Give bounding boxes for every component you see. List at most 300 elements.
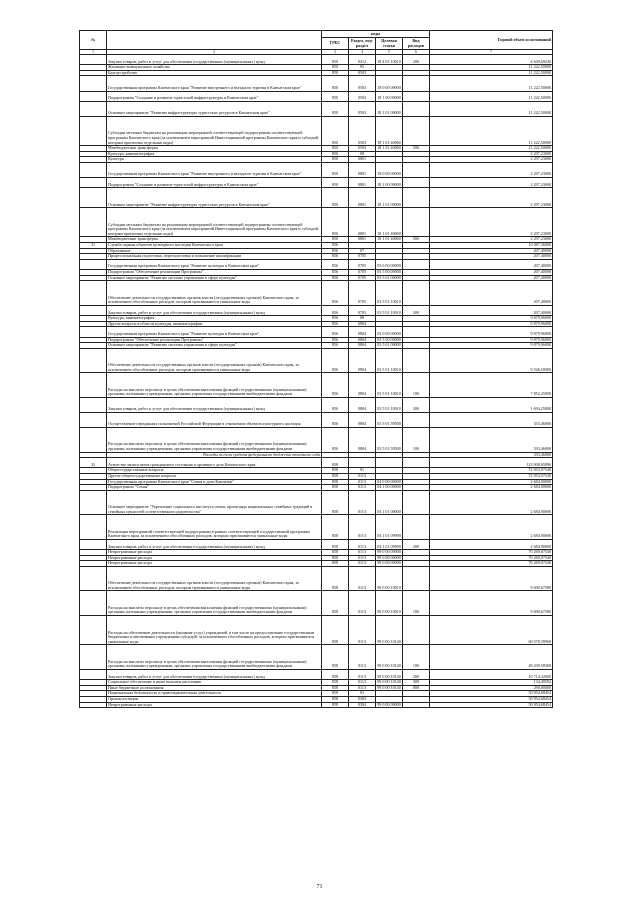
row-cs: 99 0 00 00000 — [377, 549, 401, 555]
table-row — [80, 490, 553, 515]
row-vr: 500 — [403, 237, 430, 243]
row-cs: 18 1 01 40060 — [376, 208, 403, 237]
row-sum: 333,46000 — [430, 452, 553, 458]
table-row — [80, 373, 553, 398]
row-cs: 99 0 00 10140 — [376, 645, 403, 670]
header-vr: Вид расходов — [403, 38, 430, 50]
row-sum: 10 714,32000 — [430, 669, 553, 679]
row-number — [80, 616, 107, 645]
row-razdel: 0804 — [349, 348, 376, 373]
row-vr — [403, 281, 430, 306]
row-sum: 2 297,23000 — [430, 188, 553, 208]
row-cs: 04 1 00 00000 — [377, 484, 401, 490]
row-grbs: 856 — [322, 242, 349, 248]
row-sum: 9 879,96000 — [430, 337, 553, 343]
row-cs: 18 1 00 00000 — [376, 91, 403, 101]
row-razdel: 0113 — [349, 561, 376, 567]
row-razdel: 0801 — [349, 162, 376, 177]
row-vr — [403, 188, 430, 208]
row-number — [80, 373, 107, 398]
row-sum: 70 269,07540 — [430, 561, 553, 567]
row-razdel: 0113 — [349, 473, 376, 479]
row-name: Государственная программа Камчатского края "Семья и дети Камчатки" — [107, 479, 322, 485]
row-sum: 1 694,25000 — [430, 397, 553, 412]
row-razdel: 0705 — [349, 305, 376, 315]
table-row — [80, 162, 553, 177]
row-sum: 9 546,50000 — [430, 348, 553, 373]
row-vr — [403, 178, 430, 188]
budget-table — [79, 30, 553, 708]
row-name: Общегосударственные вопросы — [107, 468, 322, 474]
row-vr — [403, 458, 430, 468]
row-sum: 11 222,50000 — [430, 146, 553, 152]
row-cs: 04 1 01 09990 — [376, 515, 403, 540]
row-sum: 2 684,90000 — [430, 479, 553, 485]
row-cs: 04 1 01 00000 — [376, 490, 403, 515]
row-razdel: 08 — [349, 316, 376, 322]
row-name: Государственная программа Камчатского края "Развитие культуры в Камчатском крае" — [107, 259, 322, 269]
row-grbs: 858 — [322, 458, 349, 468]
row-sum: 134,49592 — [430, 680, 553, 686]
row-grbs: 850 — [322, 55, 349, 65]
row-sum: 50 954,68454 — [430, 702, 553, 708]
row-cs: 18 1 01 00000 — [376, 188, 403, 208]
row-name: Основное мероприятие "Развитие инфраструктуры туристских ресурсов в Камчатском крае" — [107, 101, 322, 116]
row-grbs: 858 — [322, 691, 349, 697]
table-row — [80, 702, 553, 708]
row-sum: 11 222,50000 — [430, 76, 553, 91]
row-grbs: 858 — [322, 561, 349, 567]
row-razdel: 0503 — [349, 101, 376, 116]
row-razdel: 0801 — [349, 157, 376, 163]
row-grbs: 850 — [322, 65, 349, 71]
row-cs: 03 0 00 00000 — [376, 327, 403, 337]
row-name: Государственная программа Камчатского края "Развитие внутреннего и въездного туризма в Камчатском крае" — [107, 162, 322, 177]
row-sum: 333,46000 — [430, 412, 553, 427]
row-cs: 18 0 00 00000 — [376, 162, 403, 177]
row-sum: 50 954,68454 — [430, 696, 553, 702]
row-grbs: 858 — [322, 555, 349, 561]
index-cell: 4 — [349, 50, 376, 55]
row-grbs: 856 — [322, 327, 349, 337]
row-grbs: 856 — [322, 427, 349, 452]
row-sum: 2 297,23000 — [430, 151, 553, 157]
row-name: Непрограммные расходы — [107, 550, 322, 556]
row-number — [80, 116, 107, 145]
page-number: 71 — [316, 884, 323, 890]
row-razdel: 05 — [349, 65, 376, 71]
row-name: Подпрограмма "Обеспечение реализации Программы" — [107, 270, 322, 276]
row-name: Закупка товаров, работ и услуг для обеспечения государственных (муниципальных) нужд — [107, 669, 322, 679]
row-grbs: 850 — [322, 157, 349, 163]
row-razdel: 0113 — [349, 566, 376, 591]
table-row — [80, 259, 553, 269]
row-number — [80, 515, 107, 540]
row-sum: 2 297,23000 — [430, 157, 553, 163]
row-vr — [403, 702, 430, 708]
row-cs: 04 1 01 09990 — [376, 539, 403, 549]
row-grbs: 858 — [322, 566, 349, 591]
table-row — [80, 458, 553, 468]
table-row — [80, 616, 553, 645]
index-cell: 1 — [80, 50, 107, 55]
table-row — [80, 281, 553, 306]
row-razdel: 0804 — [349, 412, 376, 427]
row-number — [80, 55, 107, 65]
table-row — [80, 645, 553, 670]
row-sum: 9 879,96000 — [430, 327, 553, 337]
header-name — [107, 31, 322, 50]
row-name: Закупка товаров, работ и услуг для обеспечения государственных (муниципальных) нужд — [107, 397, 322, 412]
row-cs: 03 5 01 00000 — [377, 342, 401, 348]
row-name: Образование — [107, 248, 322, 254]
row-name: Государственная программа Камчатского края "Развитие культуры в Камчатском крае" — [107, 327, 322, 337]
row-grbs: 850 — [322, 208, 349, 237]
row-grbs: 858 — [322, 473, 349, 479]
row-razdel: 0304 — [349, 702, 376, 708]
row-number — [80, 101, 107, 116]
row-number — [80, 490, 107, 515]
table-body — [80, 55, 553, 708]
row-sum: 333,46000 — [430, 427, 553, 452]
row-sum: 10 087,36000 — [430, 242, 553, 248]
row-grbs: 850 — [322, 146, 349, 152]
row-name: Непрограммные расходы — [107, 561, 322, 567]
row-razdel: 0503 — [349, 70, 376, 76]
row-grbs: 858 — [322, 616, 349, 645]
row-sum: 2 297,23000 — [430, 178, 553, 188]
row-cs: 03 5 01 00000 — [377, 275, 401, 280]
table-row — [80, 427, 553, 452]
index-cell: 5 — [376, 50, 403, 55]
table-row — [80, 327, 553, 337]
row-name: Агентство записи актов гражданского состояния и архивного дела Камчатского края — [107, 458, 322, 468]
row-name: Профессиональная подготовка, переподготовка и повышение квалификации — [107, 254, 322, 260]
row-name: Субсидии местным бюджетам на реализацию мероприятий соответствующей подпрограммы соответствующей программы Камчатского края (за исключением мероприятий Инвестиционной программы Камчатского края и субсидий, которым присвоены отдельные коды) — [107, 116, 322, 145]
row-cs: 03 5 01 10010 — [376, 281, 403, 306]
row-number — [80, 566, 107, 591]
row-razdel: 0113 — [349, 591, 376, 616]
row-sum: 50 954,68454 — [430, 691, 553, 697]
row-name: Межбюджетные трансферты — [107, 237, 322, 243]
index-cell: 2 — [107, 50, 322, 55]
row-sum: 290,00000 — [430, 685, 553, 691]
row-grbs: 858 — [322, 468, 349, 474]
row-sum: 70 269,07540 — [430, 555, 553, 561]
row-name: Культура — [107, 157, 322, 163]
table-row — [80, 669, 553, 679]
row-name: Другие общегосударственные вопросы — [107, 473, 322, 479]
row-cs: 03 5 00 00000 — [377, 337, 401, 342]
row-name: Реализация мероприятий соответствующей подпрограммы в рамках соответствующей государственной программы Камчатского края, за исключением обособленных расходов, которым присваиваются уникальные коды — [107, 515, 322, 540]
row-sum: 207,40000 — [430, 259, 553, 269]
row-number — [80, 591, 107, 616]
row-sum: 9 879,96000 — [430, 321, 553, 327]
row-vr — [403, 490, 430, 515]
row-sum: 7 852,25000 — [430, 373, 553, 398]
table-row — [80, 178, 553, 188]
row-razdel: 0705 — [349, 281, 376, 306]
row-name: Другие вопросы в области культуры, кинематографии — [107, 321, 322, 327]
row-vr — [403, 515, 430, 540]
index-cell: 3 — [322, 50, 349, 55]
row-name: Осуществление переданных полномочий Российской Федерации в отношении объектов культурного наследия — [107, 412, 322, 427]
row-razdel: 0113 — [349, 479, 376, 485]
row-grbs: 858 — [322, 680, 349, 686]
row-grbs: 858 — [322, 591, 349, 616]
row-razdel: 0503 — [349, 91, 376, 101]
row-cs: 03 5 01 10010 — [376, 397, 403, 412]
row-sum: 207,40000 — [430, 270, 553, 276]
row-name: Обеспечение деятельности государственных органов власти (государственных органов) Камчатского края, за исключением обособленных расходов, которым присваиваются уникальные коды — [107, 348, 322, 373]
row-name: Субсидии местным бюджетам на реализацию мероприятий соответствующей подпрограммы соответствующей программы Камчатского края (за исключением мероприятий Инвестиционной программы Камчатского края и субсидий, которым присвоены отдельные коды) — [107, 208, 322, 237]
row-name: Служба охраны объектов культурного наследия Камчатского края — [107, 242, 322, 248]
row-grbs: 856 — [322, 348, 349, 373]
table-row — [80, 397, 553, 412]
row-sum: 207,40000 — [430, 281, 553, 306]
row-grbs: 856 — [322, 397, 349, 412]
row-number — [80, 208, 107, 237]
row-cs: 03 5 00 00000 — [377, 269, 401, 275]
row-vr: 100 — [403, 591, 430, 616]
row-name: Подпрограмма "Создание и развитие туристской инфраструктуры в Камчатском крае" — [107, 91, 322, 101]
row-cs: 18 1 01 40060 — [376, 116, 403, 145]
row-razdel: 0804 — [349, 327, 376, 337]
header-codes: коды — [322, 31, 430, 38]
row-razdel: 0804 — [349, 343, 376, 349]
row-vr — [403, 162, 430, 177]
row-sum: 2 684,90000 — [430, 515, 553, 540]
header-cs: Целевая статья — [376, 38, 403, 50]
table-row — [80, 412, 553, 427]
table-row — [80, 76, 553, 91]
row-grbs: 858 — [322, 539, 349, 549]
row-sum: 2 297,23000 — [430, 208, 553, 237]
row-vr — [403, 259, 430, 269]
row-cs: 03 5 01 59500 — [376, 412, 403, 427]
row-cs: 18 1 01 40060 — [377, 236, 401, 242]
row-grbs: 856 — [322, 373, 349, 398]
row-vr: 500 — [403, 146, 430, 152]
table-row — [80, 566, 553, 591]
row-number: 32 — [80, 458, 107, 468]
row-razdel: 0705 — [349, 259, 376, 269]
row-sum: 207,40000 — [430, 254, 553, 260]
row-sum: 60 578,39960 — [430, 616, 553, 645]
row-name: Расходы на выплаты персоналу в целях обеспечения выполнения функций государственными (муниципальными) органами, казенными учреждениями, органами управления государственными внебюджетными фондами — [107, 427, 322, 452]
row-number — [80, 259, 107, 269]
row-name: Основное мероприятие "Развитие инфраструктуры туристских ресурсов в Камчатском крае" — [107, 188, 322, 208]
row-cs: 03 0 00 00000 — [376, 259, 403, 269]
row-vr: 200 — [403, 305, 430, 315]
row-cs: 99 0 00 00000 — [377, 560, 401, 566]
index-cell: 7 — [430, 50, 553, 55]
row-razdel: 0113 — [349, 680, 376, 686]
row-number — [80, 178, 107, 188]
row-razdel: 0113 — [349, 539, 376, 549]
row-sum: 11 222,50000 — [430, 91, 553, 101]
row-razdel: 0801 — [349, 188, 376, 208]
row-cs: 04 0 00 00000 — [377, 479, 401, 484]
header-sum: Годовой объем ассигнований — [430, 31, 553, 50]
row-sum: 49 439,58368 — [430, 645, 553, 670]
row-grbs: 858 — [322, 515, 349, 540]
row-cs: 99 0 00 00000 — [377, 555, 401, 560]
row-name: Социальное обеспечение и иные выплаты населению — [107, 680, 322, 686]
row-razdel: 0113 — [349, 515, 376, 540]
row-grbs: 856 — [322, 259, 349, 269]
row-sum: 4 649,69240 — [430, 55, 553, 65]
row-razdel: 08 — [349, 151, 376, 157]
row-name: Закупка товаров, работ и услуг для обеспечения государственных (муниципальных) нужд — [107, 55, 322, 65]
row-sum: 207,40000 — [430, 305, 553, 315]
row-cs — [376, 458, 403, 468]
row-name: Органы юстиции — [107, 696, 322, 702]
table-row — [80, 188, 553, 208]
row-grbs: 850 — [322, 116, 349, 145]
table-row — [80, 348, 553, 373]
row-vr: 100 — [403, 427, 430, 452]
row-grbs: 850 — [322, 151, 349, 157]
row-sum: 2 684,90000 — [430, 490, 553, 515]
row-vr: 200 — [403, 55, 430, 65]
row-cs: 18 0 00 00000 — [376, 76, 403, 91]
row-number: 31 — [80, 242, 107, 248]
row-number — [80, 702, 107, 708]
row-grbs: 858 — [322, 669, 349, 679]
row-grbs: 850 — [322, 237, 349, 243]
row-razdel: 03 — [349, 691, 376, 697]
row-name: Основное мероприятие "Развитие системы управления в сфере культуры" — [107, 343, 322, 349]
row-number — [80, 539, 107, 549]
row-sum: 72 953,97540 — [430, 473, 553, 479]
row-sum: 11 222,50000 — [430, 116, 553, 145]
row-razdel: 0804 — [349, 397, 376, 412]
row-razdel: 0705 — [349, 270, 376, 276]
row-vr — [403, 116, 430, 145]
row-name: Расходы на выплаты персоналу в целях обеспечения выполнения функций государственными (муниципальными) органами, казенными учреждениями, органами управления государственными внебюджетными фондами — [107, 373, 322, 398]
row-cs: 03 5 01 59500 — [376, 427, 403, 452]
row-razdel: 07 — [349, 248, 376, 254]
index-cell: 6 — [403, 50, 430, 55]
row-name: Иные бюджетные ассигнования — [107, 685, 322, 691]
row-sum: 2 684,90000 — [430, 539, 553, 549]
table-row — [80, 91, 553, 101]
row-razdel: 0113 — [349, 485, 376, 491]
row-name: Закупка товаров, работ и услуг для обеспечения государственных (муниципальных) нужд — [107, 539, 322, 549]
row-name: Подпрограмма "Обеспечение реализации Программы" — [107, 337, 322, 343]
budget-table-sheet — [79, 30, 553, 708]
row-grbs: 850 — [322, 101, 349, 116]
row-cs: 18 4 01 10010 — [376, 55, 403, 65]
row-grbs: 856 — [322, 343, 349, 349]
row-sum: 70 269,07540 — [430, 550, 553, 556]
row-grbs: 858 — [322, 702, 349, 708]
row-grbs: 850 — [322, 70, 349, 76]
row-razdel: 0801 — [349, 208, 376, 237]
row-grbs: 856 — [322, 248, 349, 254]
row-razdel: 0113 — [349, 555, 376, 561]
table-row — [80, 55, 553, 65]
row-name: Расходы на выплаты персоналу в целях обеспечения выполнения функций государственными (муниципальными) органами, казенными учреждениями, органами управления государственными внебюджетными фондами — [107, 645, 322, 670]
row-vr: 100 — [403, 373, 430, 398]
row-grbs: 856 — [322, 270, 349, 276]
row-cs: 03 5 01 10010 — [376, 348, 403, 373]
header-grbs: ГРБС — [322, 38, 349, 50]
row-number — [80, 188, 107, 208]
row-number — [80, 162, 107, 177]
row-vr — [403, 208, 430, 237]
row-name: Культура, кинематография — [107, 151, 322, 157]
row-vr — [403, 348, 430, 373]
row-sum: 207,40000 — [430, 248, 553, 254]
row-sum: 2 684,90000 — [430, 485, 553, 491]
row-name: Подпрограмма "Семья" — [107, 485, 322, 491]
row-sum: 123 908,65896 — [430, 458, 553, 468]
row-razdel: 0705 — [349, 275, 376, 281]
row-cs: 18 1 01 40060 — [377, 145, 401, 151]
row-razdel: 0304 — [349, 696, 376, 702]
row-sum: 9 879,96000 — [430, 316, 553, 322]
row-cs: 99 0 00 10010 — [376, 566, 403, 591]
row-vr: 100 — [403, 645, 430, 670]
table-row — [80, 116, 553, 145]
row-grbs: 858 — [322, 696, 349, 702]
row-number — [80, 281, 107, 306]
row-razdel: 0804 — [349, 337, 376, 343]
row-razdel: 0801 — [349, 237, 376, 243]
row-cs: 99 0 00 10140 — [377, 679, 401, 685]
row-name: Основное мероприятие "Развитие системы управления в сфере культуры" — [107, 275, 322, 281]
row-name: Расходы на обеспечение деятельности (оказание услуг) учреждений, в том числе на предоставление государственным бюджетным и автономным учреждениям субсидий, за исключением обособленных расходов, которым присваиваются уникальные коды — [107, 616, 322, 645]
row-name: Национальная безопасность и правоохранительная деятельность — [107, 691, 322, 697]
row-grbs: 856 — [322, 337, 349, 343]
row-vr — [403, 76, 430, 91]
row-number — [80, 397, 107, 412]
row-grbs: 856 — [322, 281, 349, 306]
row-grbs: 850 — [322, 91, 349, 101]
row-number — [80, 427, 107, 452]
row-sum: 2 297,23000 — [430, 237, 553, 243]
row-grbs: 856 — [322, 254, 349, 260]
row-name: Межбюджетные трансферты — [107, 146, 322, 152]
row-cs: 03 5 01 10010 — [376, 373, 403, 398]
row-name: Расходы на выплаты персоналу в целях обеспечения выполнения функций государственными (муниципальными) органами, казенными учреждениями, органами управления государственными внебюджетными фондами — [107, 591, 322, 616]
row-cs: 99 0 00 10140 — [377, 685, 401, 690]
row-grbs: 856 — [322, 316, 349, 322]
row-razdel: 0804 — [349, 427, 376, 452]
row-sum: 207,40000 — [430, 275, 553, 281]
row-vr — [403, 101, 430, 116]
row-grbs: 858 — [322, 645, 349, 670]
row-razdel — [349, 458, 376, 468]
row-vr: 800 — [403, 685, 430, 691]
header-razdel: Раздел, под-раздел — [349, 38, 376, 50]
row-name: Подпрограмма "Создание и развитие туристской инфраструктуры в Камчатском крае" — [107, 178, 322, 188]
row-cs: 99 0 00 10140 — [376, 616, 403, 645]
table-row — [80, 208, 553, 237]
row-sum: 9 690,67580 — [430, 566, 553, 591]
row-razdel: 0113 — [349, 490, 376, 515]
row-sum: 11 222,50000 — [430, 65, 553, 71]
row-grbs: 856 — [322, 412, 349, 427]
row-vr: 200 — [403, 539, 430, 549]
row-name: Закупка товаров, работ и услуг для обеспечения государственных (муниципальных) нужд — [107, 305, 322, 315]
row-name: Обеспечение деятельности государственных органов власти (государственных органов) Камчатского края, за исключением обособленных расходов, которым присваиваются уникальные коды — [107, 281, 322, 306]
table-row — [80, 515, 553, 540]
row-sum: 9 690,67580 — [430, 591, 553, 616]
row-cs: 18 1 00 00000 — [376, 178, 403, 188]
